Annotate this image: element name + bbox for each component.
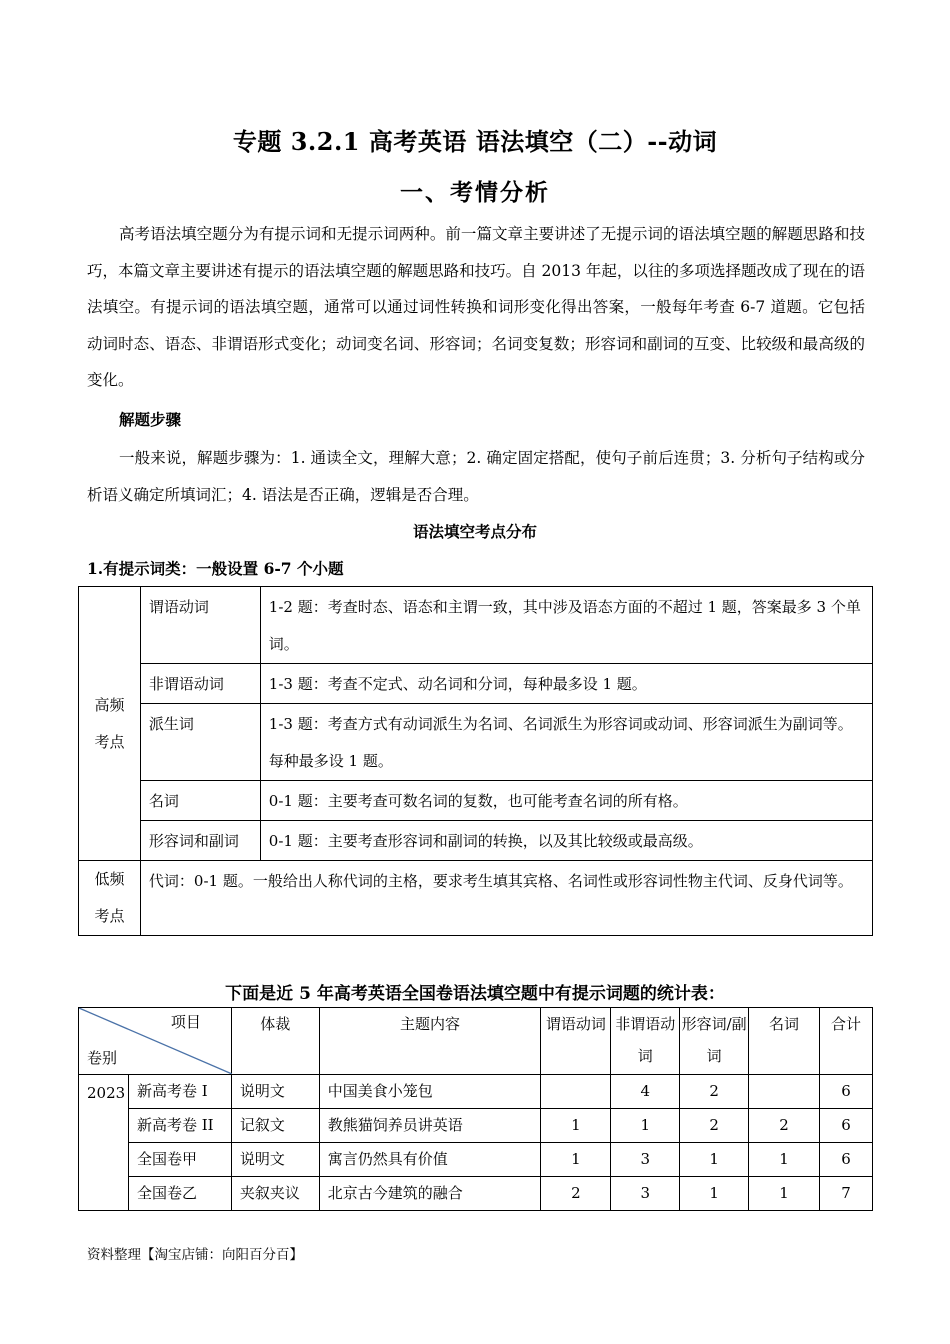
genre-cell: 夹叙夹议 (231, 1177, 319, 1211)
header-predicate: 谓语动词 (541, 1008, 611, 1075)
point-type: 谓语动词 (140, 587, 260, 664)
point-desc: 1-3 题：考查不定式、动名词和分词，每种最多设 1 题。 (260, 664, 872, 704)
header-total: 合计 (819, 1008, 872, 1075)
point-desc: 0-1 题：主要考查可数名词的复数，也可能考查名词的所有格。 (260, 781, 872, 821)
header-topic: 主题内容 (319, 1008, 541, 1075)
low-frequency-cell (79, 861, 141, 936)
noun-count (749, 1075, 820, 1109)
total-count: 7 (819, 1177, 872, 1211)
genre-cell: 说明文 (231, 1075, 319, 1109)
nonpredicate-count: 3 (611, 1177, 680, 1211)
paper-cell: 全国卷甲 (128, 1143, 231, 1177)
subsection-heading: 1.有提示词类：一般设置 6-7 个小题 (87, 559, 344, 578)
noun-count: 1 (749, 1143, 820, 1177)
adj-adv-count: 2 (680, 1109, 749, 1143)
header-genre: 体裁 (231, 1008, 319, 1075)
topic-cell: 中国美食小笼包 (319, 1075, 541, 1109)
distribution-heading: 语法填空考点分布 (412, 522, 537, 541)
header-nonpredicate: 非谓语动词 (611, 1008, 680, 1075)
table-row (79, 704, 873, 781)
point-desc: 代词：0-1 题。一般给出人称代词的主格，要求考生填其宾格、名词性或形容词性物主代词、反身代词等。 (140, 861, 872, 936)
header-item-label: 项目 (170, 1013, 201, 1031)
footer-source: 资料整理【淘宝店铺：向阳百分百】 (87, 1247, 303, 1263)
section-heading: 一、考情分析 (400, 179, 550, 206)
noun-count: 1 (749, 1177, 820, 1211)
adj-adv-count: 2 (680, 1075, 749, 1109)
statistics-table (78, 1007, 873, 1211)
genre-cell: 说明文 (231, 1143, 319, 1177)
exam-points-table (78, 586, 873, 936)
table-row (79, 1143, 873, 1177)
table-row (79, 821, 873, 861)
nonpredicate-count: 1 (611, 1109, 680, 1143)
statistics-heading: 下面是近 5 年高考英语全国卷语法填空题中有提示词题的统计表： (225, 984, 725, 1004)
total-count: 6 (819, 1143, 872, 1177)
low-frequency-label: 低频 (94, 870, 125, 888)
point-type: 非谓语动词 (140, 664, 260, 704)
total-count: 6 (819, 1109, 872, 1143)
point-desc: 1-2 题：考查时态、语态和主谓一致，其中涉及语态方面的不超过 1 题，答案最多 3 个单词。 (260, 587, 872, 664)
topic-cell: 寓言仍然具有价值 (319, 1143, 541, 1177)
noun-count: 2 (749, 1109, 820, 1143)
paper-cell: 全国卷乙 (128, 1177, 231, 1211)
predicate-count (541, 1075, 611, 1109)
nonpredicate-count: 4 (611, 1075, 680, 1109)
high-frequency-label: 高频 (94, 695, 125, 714)
header-noun: 名词 (749, 1008, 820, 1075)
nonpredicate-count: 3 (611, 1143, 680, 1177)
low-frequency-label: 考点 (94, 907, 125, 925)
table-row (79, 1109, 873, 1143)
table-row (79, 664, 873, 704)
table-row (79, 1075, 873, 1109)
table-row (79, 781, 873, 821)
high-frequency-cell (79, 587, 141, 861)
point-desc: 0-1 题：主要考查形容词和副词的转换，以及其比较级或最高级。 (260, 821, 872, 861)
high-frequency-label: 考点 (94, 732, 125, 751)
genre-cell: 记叙文 (231, 1109, 319, 1143)
diagonal-header-cell (79, 1008, 232, 1075)
table-row (79, 587, 873, 664)
adj-adv-count: 1 (680, 1143, 749, 1177)
steps-heading: 解题步骤 (119, 410, 182, 429)
predicate-count: 1 (541, 1109, 611, 1143)
paper-cell: 新高考卷 I (128, 1075, 231, 1109)
adj-adv-count: 1 (680, 1177, 749, 1211)
point-desc: 1-3 题：考查方式有动词派生为名词、名词派生为形容词或动词、形容词派生为副词等。每种最多设 1 题。 (260, 704, 872, 781)
table-row (79, 1177, 873, 1211)
paper-cell: 新高考卷 II (128, 1109, 231, 1143)
table-header-row (79, 1008, 873, 1075)
topic-cell: 教熊猫饲养员讲英语 (319, 1109, 541, 1143)
predicate-count: 2 (541, 1177, 611, 1211)
header-adj-adv: 形容词/副词 (680, 1008, 749, 1075)
year-cell: 2023 (79, 1075, 129, 1211)
document-title: 专题 3.2.1 高考英语 语法填空（二）--动词 (232, 127, 718, 156)
point-type: 名词 (140, 781, 260, 821)
intro-paragraph: 高考语法填空题分为有提示词和无提示词两种。前一篇文章主要讲述了无提示词的语法填空题的解题思路和技巧，本篇文章主要讲述有提示的语法填空题的解题思路和技巧。自 2013 年起，以往的多项选择题改成了现在的语法填空。有提示词的语法填空题，通常可以通过词性转换和词形变化得出答案，一般每年考查 6-7 道题。它包括动词时态、语态、非谓语形式变化；动词变名词、形容词；名词变复数；形容词和副词的互变、比较级和最高级的变化。 (87, 225, 865, 390)
point-type: 派生词 (140, 704, 260, 781)
steps-paragraph: 一般来说，解题步骤为：1. 通读全文，理解大意；2. 确定固定搭配，使句子前后连贯；3. 分析句子结构或分析语义确定所填词汇；4. 语法是否正确，逻辑是否合理。 (87, 449, 865, 504)
topic-cell: 北京古今建筑的融合 (319, 1177, 541, 1211)
point-type: 形容词和副词 (140, 821, 260, 861)
header-paper-label: 卷别 (87, 1049, 118, 1067)
table-row (79, 861, 873, 936)
total-count: 6 (819, 1075, 872, 1109)
predicate-count: 1 (541, 1143, 611, 1177)
